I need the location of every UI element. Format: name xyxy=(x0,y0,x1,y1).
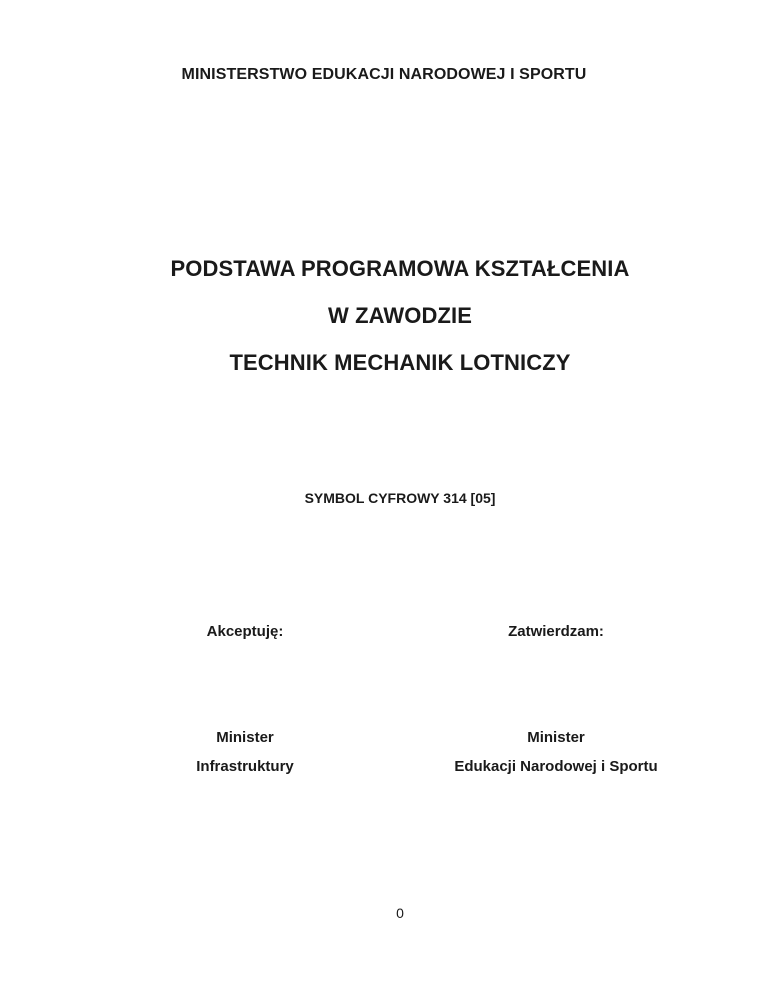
left-minister-department: Infrastruktury xyxy=(196,758,294,775)
left-minister-title: Minister xyxy=(216,729,274,746)
ministry-header: MINISTERSTWO EDUKACJI NARODOWEJ I SPORTU xyxy=(181,66,587,83)
approve-label: Zatwierdzam: xyxy=(508,623,604,640)
document-title-line-2: W ZAWODZIE xyxy=(328,303,472,328)
right-minister-department: Edukacji Narodowej i Sportu xyxy=(454,758,658,775)
document-title-line-1: PODSTAWA PROGRAMOWA KSZTAŁCENIA xyxy=(170,256,630,281)
document-title-line-3: TECHNIK MECHANIK LOTNICZY xyxy=(229,350,571,375)
page-number: 0 xyxy=(396,905,404,921)
accept-label: Akceptuję: xyxy=(206,623,284,640)
right-minister-title: Minister xyxy=(527,729,585,746)
numeric-symbol: SYMBOL CYFROWY 314 [05] xyxy=(304,490,496,506)
